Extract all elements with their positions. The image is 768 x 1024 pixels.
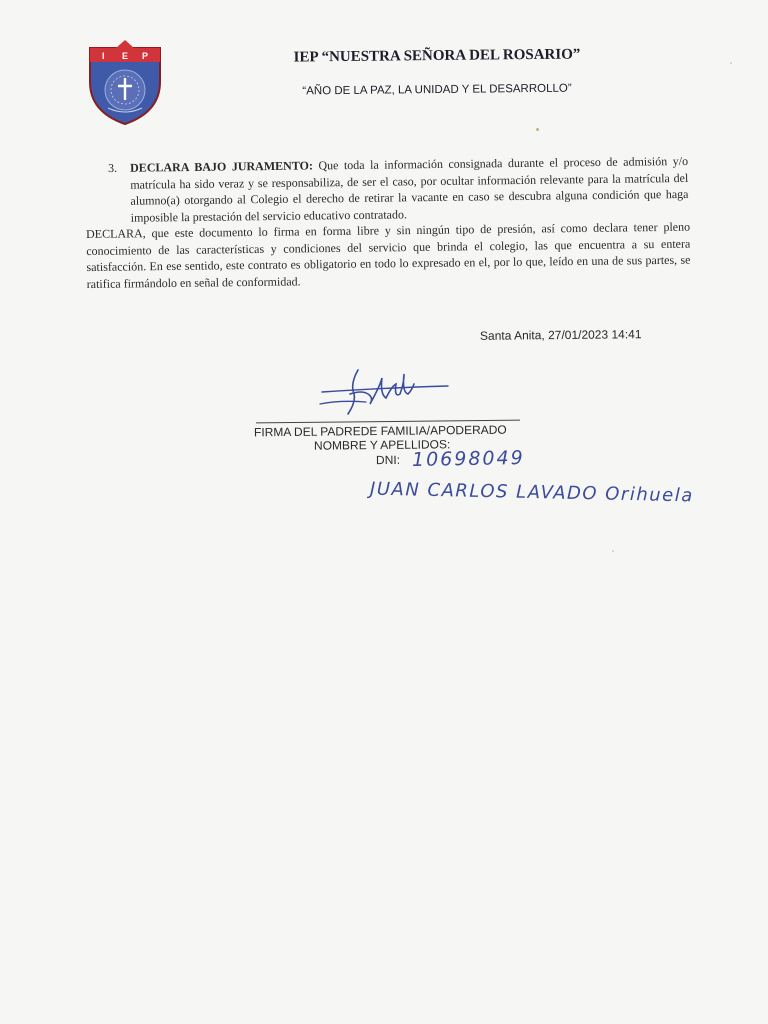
signature-line-label: FIRMA DEL PADREDE FAMILIA/APODERADO bbox=[253, 422, 507, 440]
school-title: IEP “NUESTRA SEÑORA DEL ROSARIO” bbox=[293, 46, 581, 66]
crest-letter-e: E bbox=[122, 51, 129, 61]
dni-handwritten: 10698049 bbox=[411, 447, 525, 471]
clause-3 bbox=[108, 153, 689, 226]
school-crest-logo bbox=[88, 38, 162, 126]
dni-label: DNI: bbox=[375, 452, 401, 468]
name-label: NOMBRE Y APELLIDOS: bbox=[313, 437, 451, 453]
name-handwritten: JUAN CARLOS LAVADO Orihuela bbox=[369, 478, 694, 507]
handwritten-signature bbox=[310, 364, 460, 420]
scan-speck bbox=[612, 550, 614, 552]
scan-speck bbox=[536, 128, 539, 131]
place-date: Santa Anita, 27/01/2023 14:41 bbox=[479, 327, 642, 343]
declaration-paragraph: DECLARA, que este documento lo firma en forma libre y sin ningún tipo de presión, así como declara tener pleno conocimiento de las características y condiciones del servicio que brinda el colegio, las que encuentra a su entera satisfacción. En ese sentido, este contrato es obligatorio en todo lo expresado en el, por lo que, leído en una de sus partes, se ratifica firmándolo en señal de conformidad. bbox=[86, 219, 691, 291]
crest-letter-i: I bbox=[102, 51, 105, 61]
clause-heading: DECLARA BAJO JURAMENTO: bbox=[130, 158, 313, 175]
year-motto: “AÑO DE LA PAZ, LA UNIDAD Y EL DESARROLLO” bbox=[302, 82, 572, 98]
clause-number: 3. bbox=[108, 160, 118, 175]
clause-body bbox=[130, 153, 689, 226]
crest-letter-p: P bbox=[142, 51, 149, 61]
clause-text: Que toda la información consignada durante el proceso de admisión y/o matrícula ha sido veraz y se responsabiliza, de ser el caso, por ocultar información relevante para la matrícula del alumno(a) otorgando al Colegio el derecho de retirar la vacante en caso se descubra alguna condición que haga imposible la prestación del servicio educativo contratado. bbox=[130, 153, 689, 225]
scan-speck bbox=[730, 62, 732, 64]
